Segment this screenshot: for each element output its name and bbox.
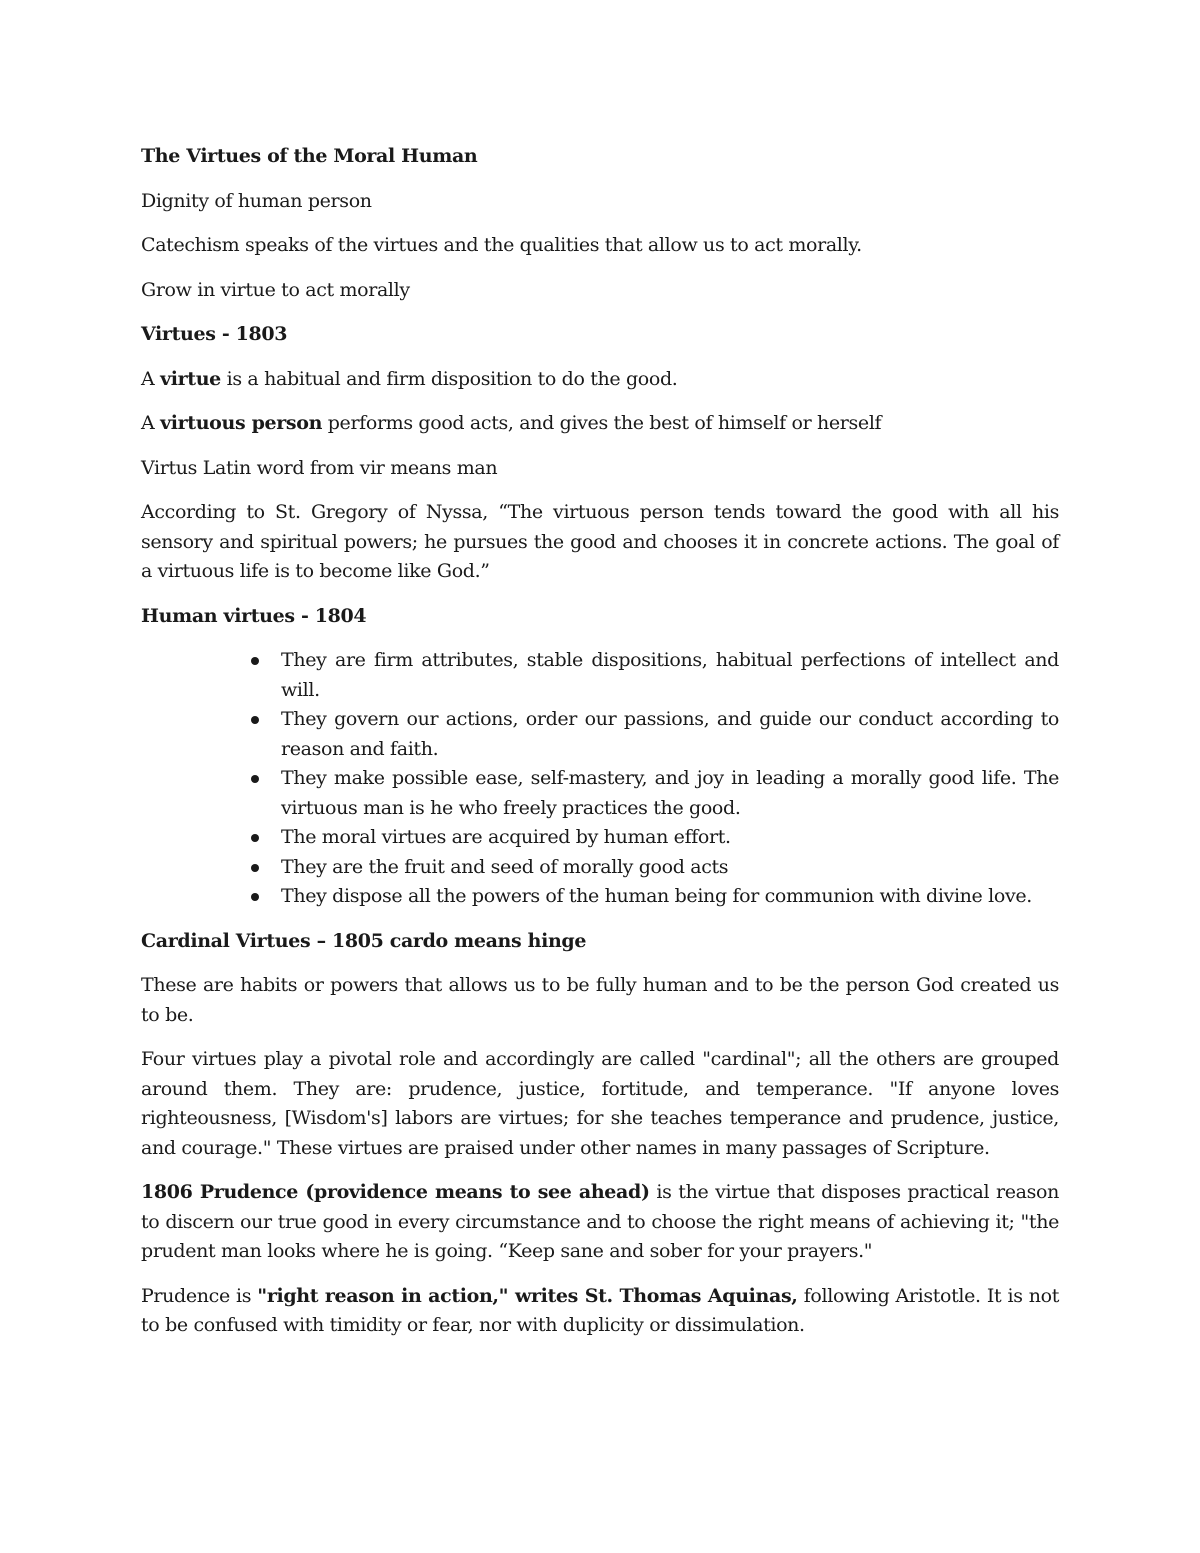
list-item-text: The moral virtues are acquired by human effort. xyxy=(281,826,731,848)
virtue-definition xyxy=(141,365,1059,395)
virtuous-person-definition xyxy=(141,409,1059,439)
prudence-para-2-prefix: Prudence is xyxy=(141,1284,258,1307)
bullet-icon xyxy=(251,834,259,842)
prudence-para-1 xyxy=(141,1178,1059,1267)
list-item xyxy=(141,853,1059,883)
cardinal-virtues-para-2: Four virtues play a pivotal role and accordingly are called "cardinal"; all the others are grouped around them. They are: prudence, justice, fortitude, and temperance. "If anyone loves righteousness, [Wisdom's] labors are virtues; for she teaches temperance and prudence, justice, and courage." These virtues are praised under other names in many passages of Scripture. xyxy=(141,1048,1059,1159)
list-item-text: They dispose all the powers of the human being for communion with divine love. xyxy=(281,885,1032,907)
list-item xyxy=(141,705,1059,764)
latin-etymology: Virtus Latin word from vir means man xyxy=(141,456,498,479)
human-virtues-heading: Human virtues - 1804 xyxy=(141,604,367,627)
virtue-def-prefix: A xyxy=(141,367,161,390)
bullet-icon xyxy=(251,775,259,783)
virtues-heading: Virtues - 1803 xyxy=(141,323,288,345)
list-item xyxy=(141,646,1059,705)
virtuous-person-term: virtuous person xyxy=(160,412,323,434)
prudence-para-1-rest: is the virtue that disposes practical reason to discern our true good in every circumstance and to choose the right means of achieving it; "the prudent man looks where he is going. “Keep sane and sober for your prayers." xyxy=(141,1181,1060,1262)
cardinal-virtues-heading: Cardinal Virtues – 1805 cardo means hinge xyxy=(141,929,587,952)
bullet-icon xyxy=(251,716,259,724)
intro-line-grow: Grow in virtue to act morally xyxy=(141,278,410,301)
virtuous-person-rest: performs good acts, and gives the best of himself or herself xyxy=(322,412,882,434)
virtue-def-rest: is a habitual and firm disposition to do the good. xyxy=(220,367,678,390)
list-item xyxy=(141,764,1059,823)
intro-line-catechism: Catechism speaks of the virtues and the qualities that allow us to act morally. xyxy=(141,234,862,256)
prudence-para-2-rest: following Aristotle. It is not to be confused with timidity or fear, nor with duplicity or dissimulation. xyxy=(141,1284,1059,1336)
list-item xyxy=(141,823,1059,853)
virtue-def-term: virtue xyxy=(160,367,221,390)
human-virtues-list xyxy=(141,646,1059,912)
bullet-icon xyxy=(251,657,259,665)
prudence-para-2 xyxy=(141,1282,1059,1341)
list-item-text: They are firm attributes, stable dispositions, habitual perfections of intellect and will. xyxy=(281,649,1059,701)
bullet-icon xyxy=(251,864,259,872)
list-item-text: They govern our actions, order our passions, and guide our conduct according to reason and faith. xyxy=(281,708,1059,760)
bullet-icon xyxy=(251,893,259,901)
prudence-heading: 1806 Prudence (providence means to see ahead) xyxy=(141,1181,650,1203)
intro-line-dignity: Dignity of human person xyxy=(141,189,372,212)
list-item xyxy=(141,882,1059,912)
document-page xyxy=(141,142,1059,1356)
virtuous-person-prefix: A xyxy=(141,412,161,434)
list-item-text: They are the fruit and seed of morally good acts xyxy=(281,855,729,878)
document-title: The Virtues of the Moral Human xyxy=(141,145,478,167)
cardinal-virtues-para-1: These are habits or powers that allows us to be fully human and to be the person God created us to be. xyxy=(141,974,1059,1026)
list-item-text: They make possible ease, self-mastery, and joy in leading a morally good life. The virtuous man is he who freely practices the good. xyxy=(281,767,1059,819)
aquinas-quote: "right reason in action," writes St. Thomas Aquinas, xyxy=(257,1284,798,1307)
gregory-quote: According to St. Gregory of Nyssa, “The virtuous person tends toward the good with all his sensory and spiritual powers; he pursues the good and chooses it in concrete actions. The goal of a virtuous life is to become like God.” xyxy=(141,501,1059,582)
